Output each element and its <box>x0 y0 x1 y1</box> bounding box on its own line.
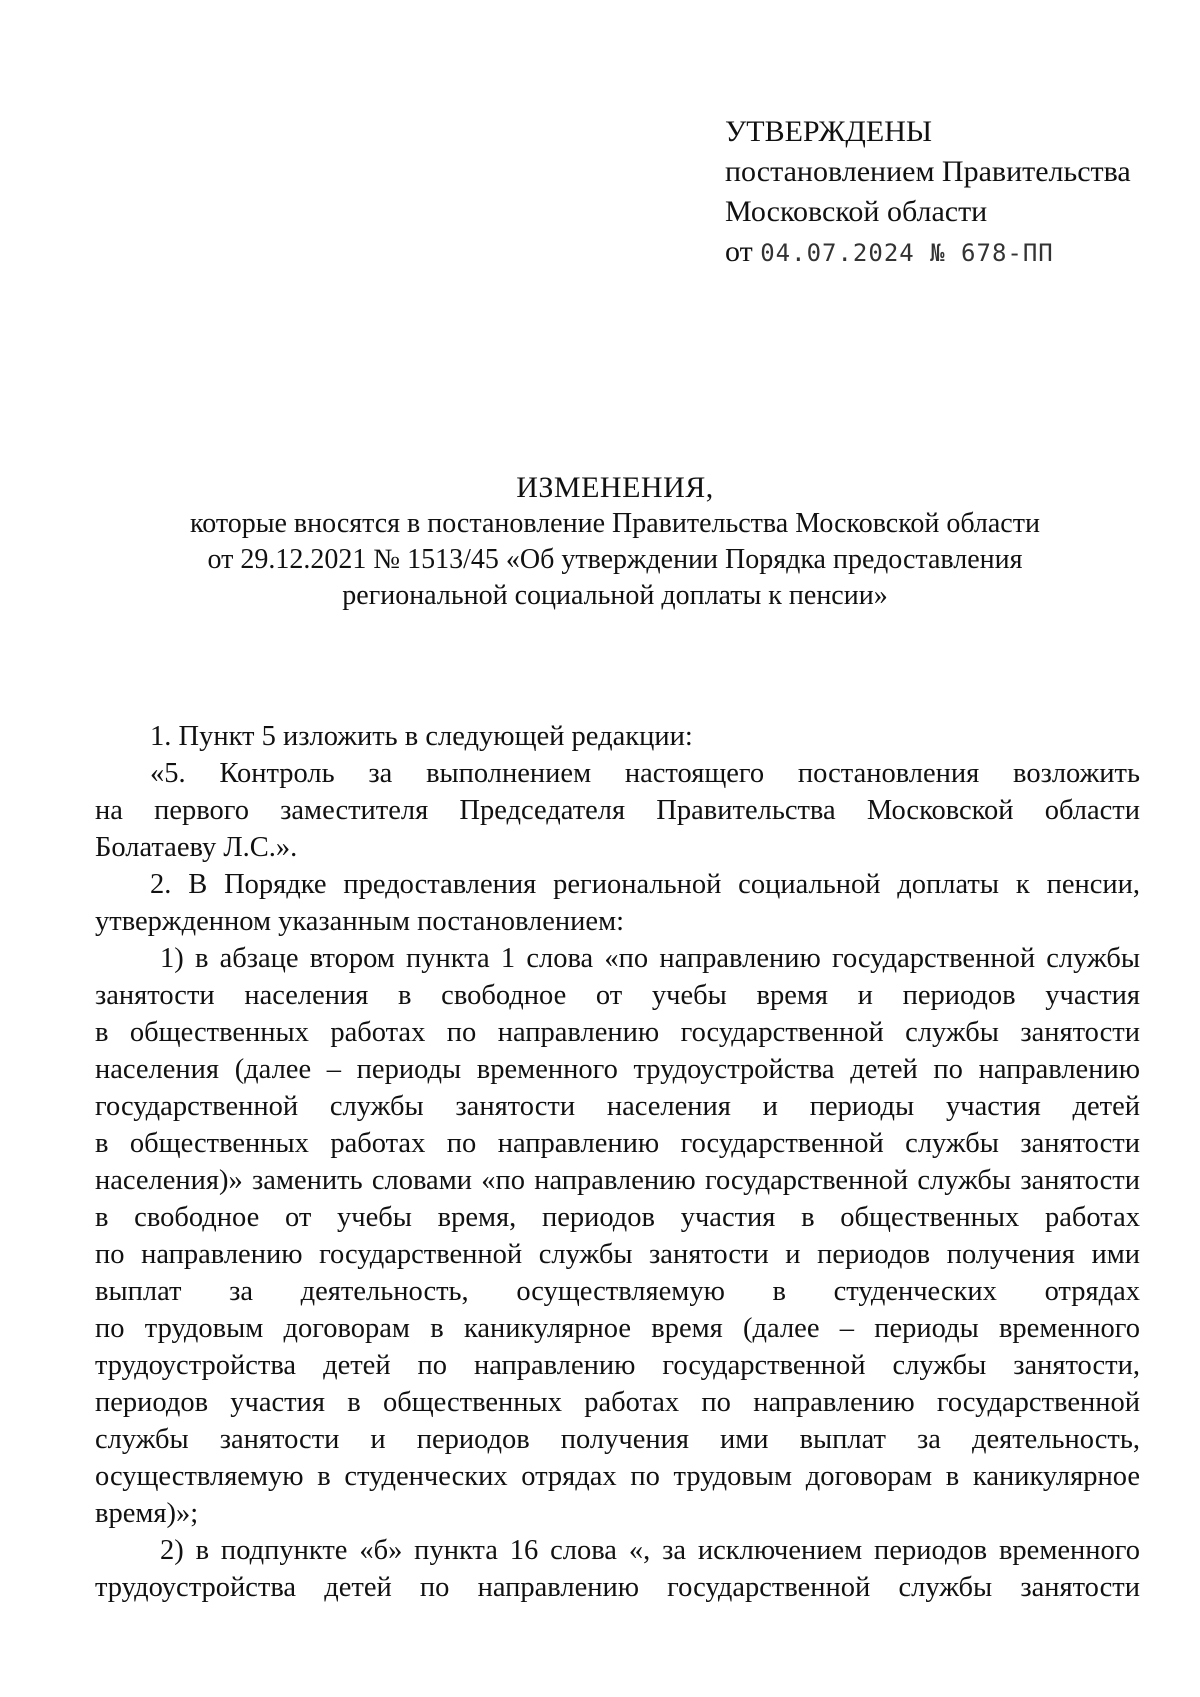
body-line: 1) в абзаце втором пункта 1 слова «по направлению государственной службы <box>160 943 1140 974</box>
approval-line-region: Московской области <box>725 195 988 228</box>
body-line: утвержденном указанным постановлением: <box>95 906 625 937</box>
body-line: трудоустройства детей по направлению государственной службы занятости <box>95 1572 1140 1603</box>
approval-title: УТВЕРЖДЕНЫ <box>725 115 933 148</box>
body-line: населения)» заменить словами «по направлению государственной службы занятости <box>95 1165 1140 1196</box>
body-line: периодов участия в общественных работах по направлению государственной <box>95 1387 1140 1418</box>
body-line: Болатаеву Л.С.». <box>95 832 298 863</box>
body-line: государственной службы занятости населения и периоды участия детей <box>95 1091 1140 1122</box>
title-line-2: от 29.12.2021 № 1513/45 «Об утверждении Порядка предоставления <box>207 544 1023 575</box>
approval-number-prefix: от <box>725 235 753 268</box>
body-line: 2) в подпункте «б» пункта 16 слова «, за исключением периодов временного <box>160 1535 1140 1566</box>
approval-line-decree: постановлением Правительства <box>725 155 1131 188</box>
body-line: в свободное от учебы время, периодов участия в общественных работах <box>95 1202 1140 1233</box>
approval-number-line <box>725 232 1165 273</box>
body-line: в общественных работах по направлению государственной службы занятости <box>95 1128 1140 1159</box>
document-body <box>95 718 1140 1606</box>
body-line: по трудовым договорам в каникулярное время (далее – периоды временного <box>95 1313 1140 1344</box>
body-line: по направлению государственной службы занятости и периодов получения ими <box>95 1239 1140 1270</box>
body-line: выплат за деятельность, осуществляемую в студенческих отрядах <box>95 1276 1140 1307</box>
body-line: в общественных работах по направлению государственной службы занятости <box>95 1017 1140 1048</box>
body-line: время)»; <box>95 1498 199 1529</box>
body-line: 2. В Порядке предоставления региональной социальной доплаты к пенсии, <box>150 869 1140 900</box>
body-line: трудоустройства детей по направлению государственной службы занятости, <box>95 1350 1140 1381</box>
title-line-1: которые вносятся в постановление Правительства Московской области <box>190 508 1040 539</box>
body-line: занятости населения в свободное от учебы время и периодов участия <box>95 980 1140 1011</box>
approval-block <box>725 112 1165 273</box>
body-line: 1. Пункт 5 изложить в следующей редакции: <box>150 721 693 752</box>
body-line: службы занятости и периодов получения ими выплат за деятельность, <box>95 1424 1140 1455</box>
title-line-3: региональной социальной доплаты к пенсии» <box>342 580 888 611</box>
approval-number-stamp: 04.07.2024 № 678-ПП <box>760 239 1054 267</box>
body-line: населения (далее – периоды временного трудоустройства детей по направлению <box>95 1054 1140 1085</box>
body-line: «5. Контроль за выполнением настоящего постановления возложить <box>150 758 1140 789</box>
document-title <box>120 470 1110 614</box>
body-line: на первого заместителя Председателя Правительства Московской области <box>95 795 1140 826</box>
body-line: осуществляемую в студенческих отрядах по трудовым договорам в каникулярное <box>95 1461 1140 1492</box>
title-heading: ИЗМЕНЕНИЯ, <box>516 471 714 504</box>
